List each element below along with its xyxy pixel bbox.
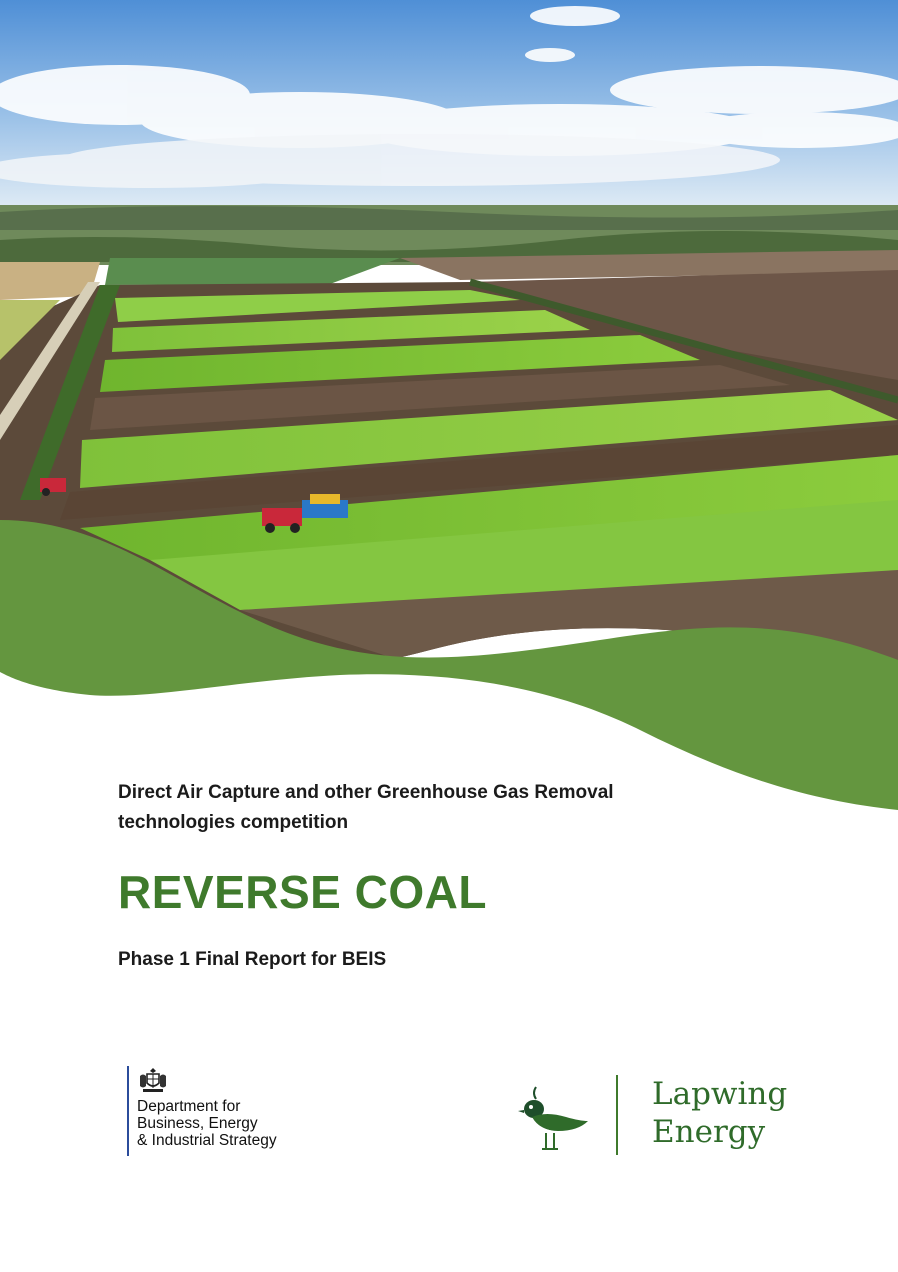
subtitle-line-2: technologies competition xyxy=(118,812,349,833)
lapwing-name-line-1: Lapwing xyxy=(652,1076,788,1112)
subtitle-line-1: Direct Air Capture and other Greenhouse Gas Removal xyxy=(118,782,614,803)
competition-subtitle xyxy=(118,778,738,838)
report-title: REVERSE COAL xyxy=(118,866,487,918)
lapwing-energy-wordmark xyxy=(652,1075,812,1151)
beis-line-3: & Industrial Strategy xyxy=(137,1132,277,1149)
beis-line-2: Business, Energy xyxy=(137,1115,258,1132)
lapwing-name-line-2: Energy xyxy=(652,1114,766,1150)
royal-coat-of-arms-icon xyxy=(137,1066,169,1094)
logo-divider xyxy=(616,1075,618,1155)
report-label: Phase 1 Final Report for BEIS xyxy=(118,949,387,970)
beis-line-1: Department for xyxy=(137,1098,241,1115)
lapwing-bird-icon xyxy=(516,1081,592,1153)
beis-logo xyxy=(127,1066,277,1156)
